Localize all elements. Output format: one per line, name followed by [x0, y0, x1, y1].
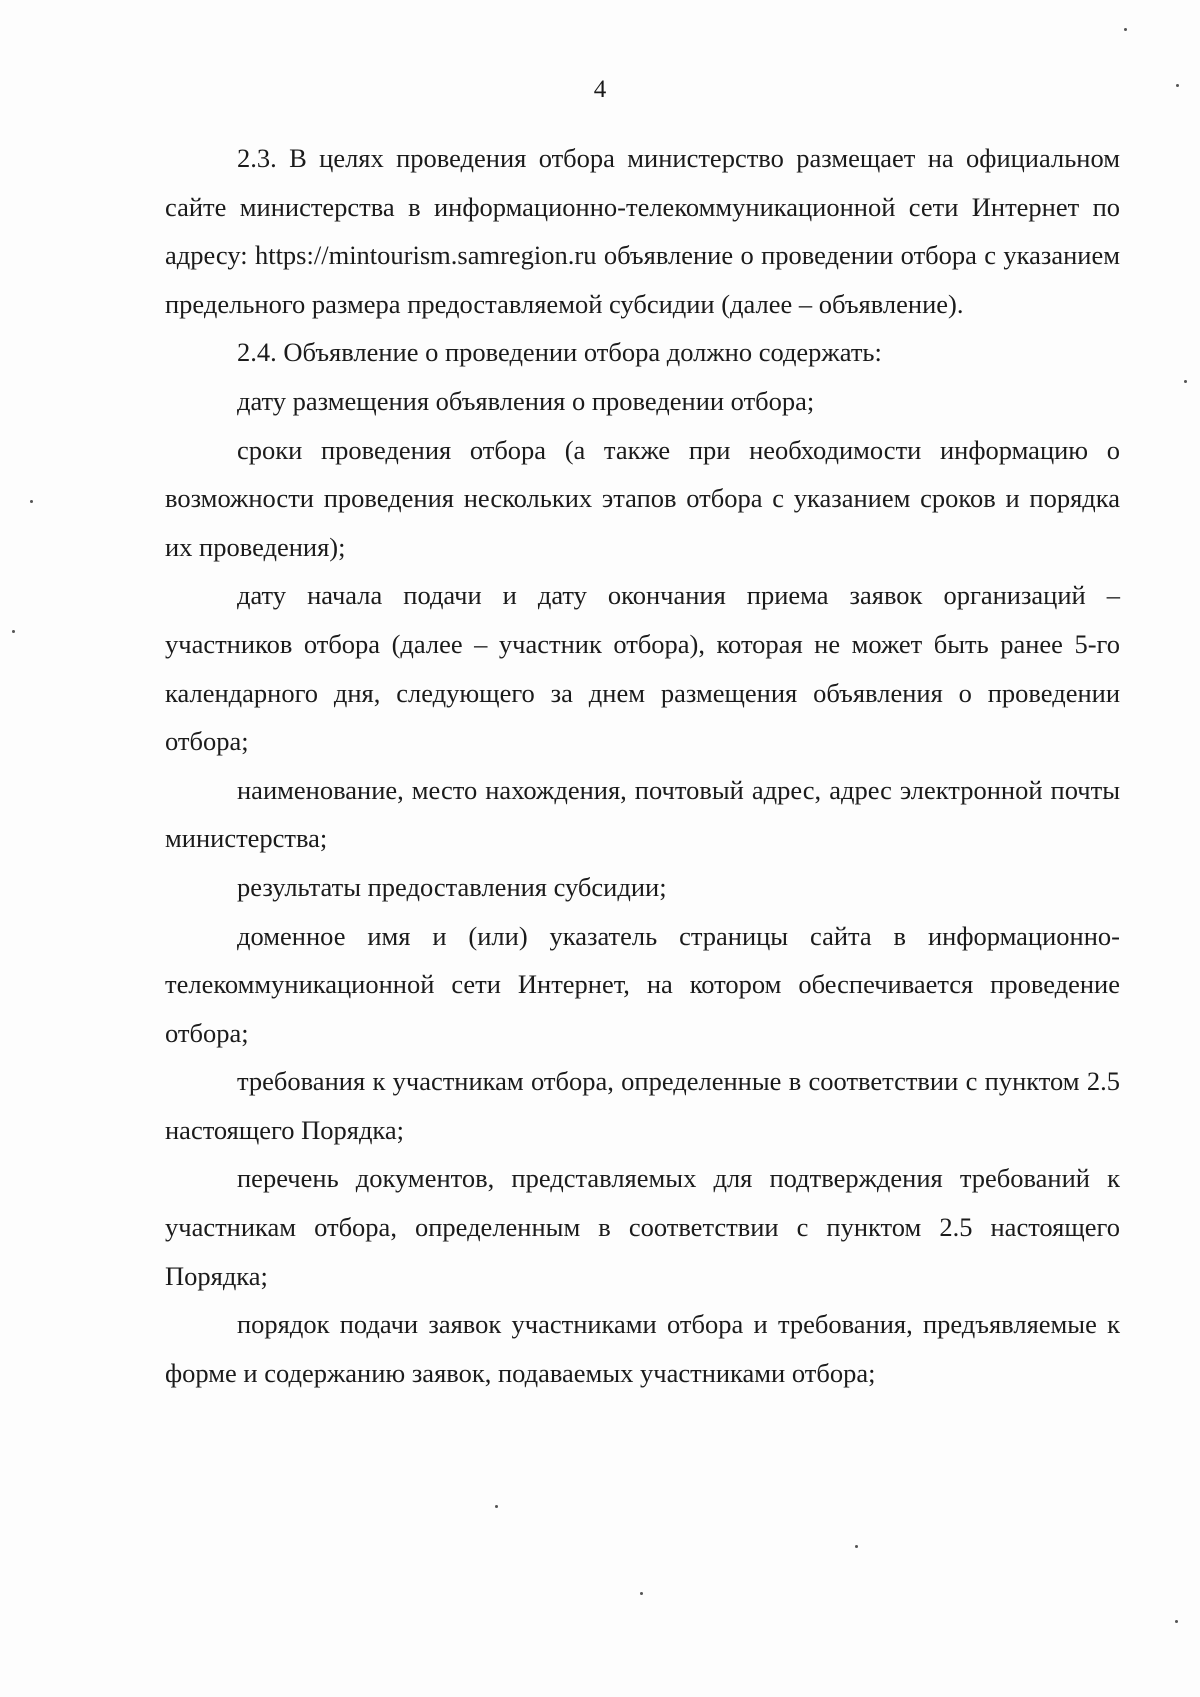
scan-speck — [495, 1505, 498, 1508]
scan-speck — [1184, 380, 1187, 383]
paragraph-2-3: 2.3. В целях проведения отбора министерство размещает на официальном сайте министерства в информационно-телекоммуникационной сети Интернет по адресу: https://mintourism.samregion.ru объявление о проведении отбора с указанием предельного размера предоставляемой субсидии (далее – объявление). — [165, 143, 1120, 319]
scan-speck — [1124, 28, 1127, 31]
document-body — [165, 134, 1120, 1397]
list-item-subsidy-results: результаты предоставления субсидии; — [237, 871, 667, 902]
scan-speck — [1176, 84, 1179, 87]
scan-speck — [855, 1545, 858, 1548]
scan-speck — [640, 1592, 643, 1595]
scan-speck — [12, 630, 15, 633]
list-item-application-procedure: порядок подачи заявок участниками отбора и требования, предъявляемые к форме и содержанию заявок, подаваемых участниками отбора; — [165, 1309, 1120, 1388]
paragraph-2-4: 2.4. Объявление о проведении отбора должно содержать: — [237, 337, 882, 368]
list-item-participant-requirements: требования к участникам отбора, определенные в соответствии с пунктом 2.5 настоящего Порядка; — [165, 1066, 1120, 1145]
scan-speck — [30, 500, 33, 503]
scan-speck — [1175, 1620, 1178, 1623]
list-item-publication-date: дату размещения объявления о проведении отбора; — [237, 385, 815, 416]
list-item-application-dates: дату начала подачи и дату окончания приема заявок организаций – участников отбора (далее – участник отбора), которая не может быть ранее 5-го календарного дня, следующего за днем размещения объявления о проведении отбора; — [165, 580, 1120, 757]
page-number: 4 — [593, 76, 607, 103]
list-item-domain-name: доменное имя и (или) указатель страницы сайта в информационно-телекоммуникационной сети Интернет, на котором обеспечивается проведение отбора; — [165, 920, 1120, 1048]
list-item-ministry-contacts: наименование, место нахождения, почтовый адрес, адрес электронной почты министерства; — [165, 774, 1120, 854]
list-item-documents-list: перечень документов, представляемых для подтверждения требований к участникам отбора, определенным в соответствии с пунктом 2.5 настоящего Порядка; — [165, 1163, 1120, 1291]
list-item-selection-terms: сроки проведения отбора (а также при необходимости информацию о возможности проведения нескольких этапов отбора с указанием сроков и порядка их проведения); — [165, 434, 1120, 562]
